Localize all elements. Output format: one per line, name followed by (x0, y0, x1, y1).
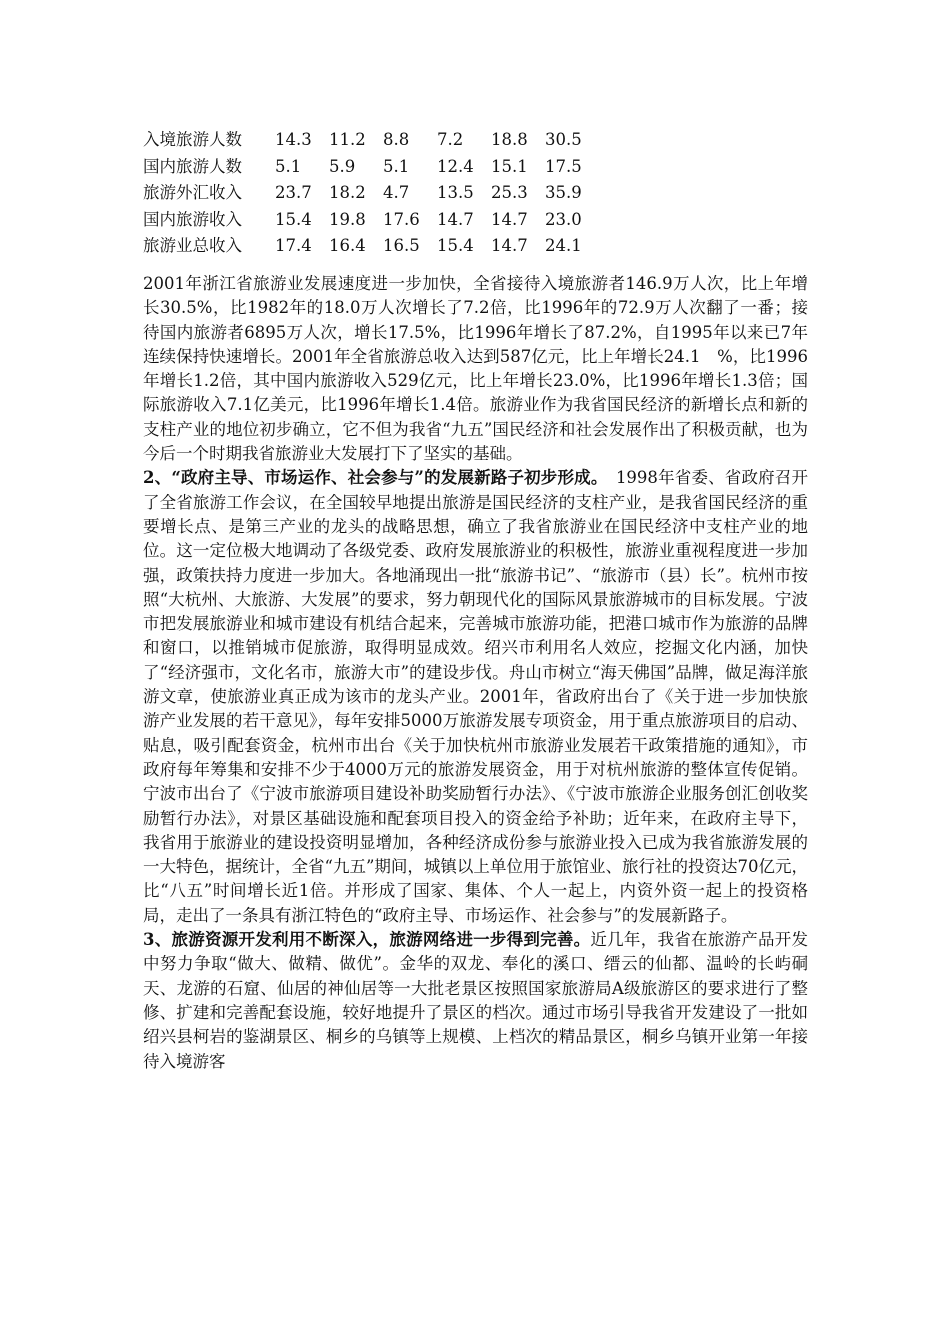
row-label: 国内旅游人数 (143, 156, 242, 176)
table-cell: 35.9 (545, 183, 582, 202)
table-cell: 17.4 (275, 236, 312, 255)
table-cell: 16.5 (383, 236, 420, 255)
table-cell: 15.1 (491, 156, 528, 176)
section-heading: 3、旅游资源开发利用不断深入，旅游网络进一步得到完善。 (143, 930, 591, 950)
table-cell: 23.7 (275, 183, 312, 202)
table-cell: 14.7 (491, 236, 528, 255)
row-label: 国内旅游收入 (143, 209, 242, 229)
table-cell: 7.2 (437, 130, 464, 149)
table-cell: 16.4 (329, 236, 366, 255)
table-row (143, 180, 599, 207)
row-label: 旅游外汇收入 (143, 183, 242, 202)
table-cell: 18.2 (329, 183, 366, 202)
table-row (143, 127, 599, 154)
table-cell: 17.6 (383, 209, 420, 229)
table-row (143, 207, 599, 234)
row-label: 旅游业总收入 (143, 236, 242, 255)
table-row (143, 154, 599, 181)
table-cell: 24.1 (545, 236, 582, 255)
table-cell: 25.3 (491, 183, 528, 202)
table-cell: 15.4 (275, 209, 312, 229)
table-cell: 8.8 (383, 130, 410, 149)
paragraph-text: 近几年，我省在旅游产品开发中努力争取“做大、做精、做优”。金华的双龙、奉化的溪口、缙云的仙都、温岭的长屿硐天、龙游的石窟、仙居的神仙居等一大批老景区按照国家旅游局A级旅游区的要求进行了整修、扩建和完善配套设施，较好地提升了景区的档次。通过市场引导我省开发建设了一批如绍兴县柯岩的鉴湖景区、桐乡的乌镇等上规模、上档次的精品景区，桐乡乌镇开业第一年接待入境游客 (143, 930, 809, 1071)
table-cell: 14.3 (275, 130, 312, 149)
table-cell: 12.4 (437, 156, 474, 176)
table-row (143, 233, 599, 260)
table-cell: 17.5 (545, 156, 582, 176)
table-cell: 14.7 (491, 209, 528, 229)
table-cell: 30.5 (545, 130, 582, 149)
table-cell: 5.1 (383, 156, 410, 176)
paragraph-2001-summary: 2001年浙江省旅游业发展速度进一步加快，全省接待入境旅游者146.9万人次，比上年增长30.5%，比1982年的18.0万人次增长了7.2倍，比1996年的72.9万人次翻了一番；接待国内旅游者6895万人次，增长17.5%，比1996年增长了87.2%，自1995年以来已7年连续保持快速增长。2001年全省旅游总收入达到587亿元，比上年增长24.1 %，比1996年增长1.2倍，其中国内旅游收入529亿元，比上年增长23.0%，比1996年增长1.3倍；国际旅游收入7.1亿美元，比1996年增长1.4倍。旅游业作为我省国民经济的新增长点和新的支柱产业的地位初步确立，它不但为我省“九五”国民经济和社会发展作出了积极贡献，也为今后一个时期我省旅游业大发展打下了坚实的基础。 (143, 274, 808, 464)
table-cell: 4.7 (383, 183, 410, 202)
row-label: 入境旅游人数 (143, 130, 242, 149)
growth-rate-table (143, 127, 599, 260)
table-cell: 5.9 (329, 156, 356, 176)
table-cell: 5.1 (275, 156, 302, 176)
table-cell: 13.5 (437, 183, 474, 202)
paragraph-text: 1998年省委、省政府召开了全省旅游工作会议，在全国较早地提出旅游是国民经济的支柱产业，是我省国民经济的重要增长点、是第三产业的龙头的战略思想，确立了我省旅游业在国民经济中支柱产业的地位。这一定位极大地调动了各级党委、政府发展旅游业的积极性，旅游业重视程度进一步加强，政策扶持力度进一步加大。各地涌现出一批“旅游书记”、“旅游市（县）长”。杭州市按照“大杭州、大旅游、大发展”的要求，努力朝现代化的国际风景旅游城市的目标发展。宁波市把发展旅游业和城市建设有机结合起来，完善城市旅游功能，把港口城市作为旅游的品牌和窗口，以推销城市促旅游，取得明显成效。绍兴市利用名人效应，挖掘文化内涵，加快了“经济强市，文化名市，旅游大市”的建设步伐。舟山市树立“海天佛国”品牌，做足海洋旅游文章，使旅游业真正成为该市的龙头产业。2001年，省政府出台了《关于进一步加快旅游产业发展的若干意见》，每年安排5000万旅游发展专项资金，用于重点旅游项目的启动、贴息，吸引配套资金，杭州市出台《关于加快杭州市旅游业发展若干政策措施的通知》，市政府每年筹集和安排不少于4000万元的旅游发展资金，用于对杭州旅游的整体宣传促销。宁波市出台了《宁波市旅游项目建设补助奖励暂行办法》、《宁波市旅游企业服务创汇创收奖励暂行办法》，对景区基础设施和配套项目投入的资金给予补助；近年来，在政府主导下，我省用于旅游业的建设投资明显增加，各种经济成份参与旅游业投入已成为我省旅游发展的一大特色，据统计，全省“九五”期间，城镇以上单位用于旅馆业、旅行社的投资达70亿元，比“八五”时间增长近1倍。并形成了国家、集体、个人一起上，内资外资一起上的投资格局，走出了一条具有浙江特色的“政府主导、市场运作、社会参与”的发展新路子。 (143, 468, 808, 925)
table-cell: 14.7 (437, 209, 474, 229)
table-cell: 19.8 (329, 209, 366, 229)
table-cell: 23.0 (545, 209, 582, 229)
table-cell: 11.2 (329, 130, 366, 149)
table-cell: 15.4 (437, 236, 474, 255)
body-text (143, 272, 808, 1074)
section-heading: 2、“政府主导、市场运作、社会参与”的发展新路子初步形成。 (143, 468, 600, 488)
paragraph-resource-development (143, 928, 808, 1074)
table-cell: 18.8 (491, 130, 528, 149)
paragraph-government-led (143, 466, 808, 928)
